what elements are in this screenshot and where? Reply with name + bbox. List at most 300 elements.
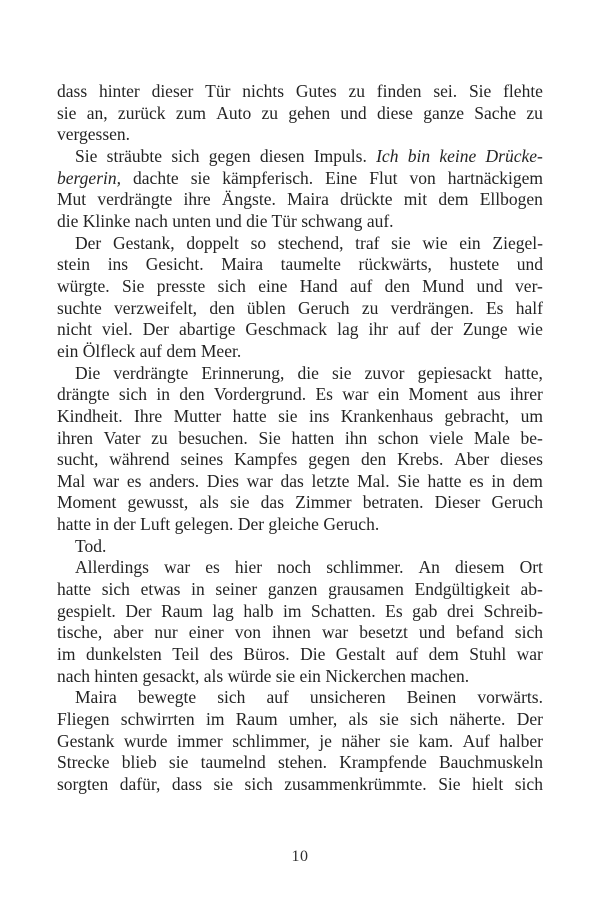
word: Es — [315, 384, 333, 405]
text-line — [57, 601, 543, 623]
word: Moment — [408, 384, 468, 405]
word: gepiesackt — [417, 362, 492, 383]
word: den — [179, 384, 205, 405]
word: ab- — [520, 579, 543, 600]
word: war — [163, 557, 191, 578]
word: ihren — [57, 427, 93, 448]
word: zusammenkrümmte. — [284, 774, 427, 794]
word: dachte — [133, 167, 179, 188]
word: viel. — [102, 319, 133, 340]
word: hinten — [94, 665, 139, 686]
word: sie — [57, 102, 77, 123]
word: sie — [168, 752, 189, 773]
text-line — [57, 752, 543, 774]
word: Tür — [205, 81, 231, 101]
word: anders. — [149, 470, 200, 491]
word: Flut — [369, 167, 398, 188]
word: auf — [395, 644, 419, 665]
text-line — [57, 644, 543, 666]
word: es — [205, 557, 220, 578]
word: als — [348, 709, 368, 730]
word: den — [209, 297, 235, 318]
word: sorgten — [57, 774, 109, 794]
text-line — [57, 146, 543, 168]
word: sich — [514, 774, 543, 794]
word: auf. — [366, 210, 394, 231]
word: zu — [151, 427, 168, 448]
text-line — [57, 536, 543, 558]
word: machen. — [410, 665, 470, 686]
word: hier — [234, 557, 263, 578]
word: Die — [300, 644, 326, 665]
text-line — [57, 709, 543, 731]
word: Erinnerung, — [201, 362, 285, 383]
word: ver- — [515, 275, 543, 296]
word: gegen — [208, 145, 251, 166]
word: viele — [429, 427, 464, 448]
word: sie — [391, 232, 411, 253]
word: grausamen — [328, 579, 404, 600]
word: letzte — [311, 470, 350, 491]
word: Eine — [325, 167, 358, 188]
word: wie — [422, 232, 448, 253]
word: Ängste. — [221, 189, 276, 210]
word: unten — [172, 210, 212, 231]
text-line — [57, 124, 543, 146]
text-line — [57, 103, 543, 125]
word: ein — [299, 665, 321, 686]
text-line — [57, 319, 543, 341]
word: so — [250, 232, 267, 253]
word: Tod. — [75, 535, 107, 556]
text-line — [57, 363, 543, 385]
word: zu — [361, 297, 379, 318]
word: mit — [403, 189, 428, 210]
word: die — [57, 210, 79, 231]
word: dieser — [151, 81, 194, 101]
word: stein — [57, 254, 91, 275]
word: Ziegel- — [492, 232, 543, 253]
word: Büros. — [243, 644, 290, 665]
word: und — [516, 254, 543, 275]
word: Dies — [206, 470, 239, 491]
text-line — [57, 384, 543, 406]
word: hatte — [427, 470, 462, 491]
word: Sache — [474, 102, 517, 123]
word: von — [409, 167, 436, 188]
word: Raum — [161, 600, 203, 621]
word: besetzt — [359, 622, 408, 643]
word: taumelnd — [200, 752, 266, 773]
word: in — [95, 514, 110, 535]
word: hielt — [472, 774, 504, 794]
word: betraten. — [362, 492, 424, 513]
text-line — [57, 492, 543, 514]
word: Bauchmuskeln — [438, 752, 543, 773]
word: sie — [230, 492, 250, 513]
word: drei — [446, 600, 475, 621]
word: ihnen — [272, 622, 311, 643]
word: wurde — [123, 730, 168, 751]
word: hatte — [57, 514, 92, 535]
word: und — [418, 622, 446, 643]
word: war — [92, 470, 120, 491]
text-line — [57, 406, 543, 428]
word: Gesicht. — [145, 254, 204, 275]
word: Luft — [140, 514, 171, 535]
word: Gestank, — [112, 232, 175, 253]
text-line — [57, 449, 543, 471]
word: gesackt, — [142, 665, 200, 686]
word: gebracht, — [444, 405, 510, 426]
word: Geruch — [298, 297, 350, 318]
word: Beinen — [406, 687, 457, 708]
word: Kampfes — [234, 449, 298, 470]
word: Impuls. — [313, 145, 367, 166]
word: Nickerchen — [325, 665, 406, 686]
word: sich — [217, 275, 246, 296]
word: hatte, — [504, 362, 543, 383]
word: gegen — [308, 449, 351, 470]
word: gab — [412, 600, 438, 621]
text-line — [57, 298, 543, 320]
word: Krebs. — [397, 449, 444, 470]
word: Stuhl — [469, 644, 507, 665]
word: sei. — [433, 81, 458, 101]
word: einer — [188, 622, 224, 643]
word: sie — [278, 405, 298, 426]
word: Krampfende — [339, 752, 427, 773]
word: es — [126, 470, 142, 491]
word: von — [234, 622, 262, 643]
word: des — [209, 644, 233, 665]
word: hinter — [98, 81, 140, 101]
word: abartige — [179, 319, 236, 340]
word: hartnäckigem — [447, 167, 543, 188]
word: Teil — [172, 644, 200, 665]
word: nach — [57, 665, 91, 686]
word: presste — [156, 275, 206, 296]
word: nichts — [242, 81, 285, 101]
word: drückte — [340, 189, 393, 210]
word: tische, — [57, 622, 103, 643]
text-line — [57, 774, 543, 796]
word: im — [205, 709, 225, 730]
word: würde — [227, 665, 272, 686]
word: ins — [107, 254, 129, 275]
word: die — [297, 362, 319, 383]
word: besuchen. — [178, 427, 248, 448]
text-line — [57, 514, 543, 536]
word: gespielt. — [57, 600, 116, 621]
word: üblen — [246, 297, 286, 318]
word: hustete — [449, 254, 500, 275]
word: bin — [407, 145, 431, 166]
word: ein — [377, 384, 400, 405]
word: dem — [438, 189, 469, 210]
word: in — [156, 384, 170, 405]
word: Die — [75, 362, 101, 383]
word: dem — [512, 470, 543, 491]
word: kam. — [418, 730, 454, 751]
word: unsicheren — [309, 687, 386, 708]
word: Mal. — [357, 470, 390, 491]
word: flehte — [503, 81, 543, 101]
word: würgte. — [57, 275, 110, 296]
word: verzweifelt, — [113, 297, 198, 318]
word: diesen — [259, 145, 305, 166]
word: gleiche — [268, 514, 319, 535]
word: während — [109, 449, 170, 470]
word: Der — [142, 319, 169, 340]
word: ihre — [183, 189, 211, 210]
word: gelegen. — [174, 514, 234, 535]
word: war — [246, 470, 273, 491]
word: der — [113, 514, 136, 535]
word: vorwärts. — [477, 687, 543, 708]
word: den — [360, 449, 387, 470]
word: Sie — [75, 145, 98, 166]
word: ihrer — [509, 384, 543, 405]
word: sich — [410, 709, 439, 730]
word: hatte — [232, 405, 267, 426]
word: auf — [398, 319, 421, 340]
word: Sie — [438, 774, 461, 794]
word: ins — [308, 405, 330, 426]
word: das — [280, 470, 304, 491]
word: dafür, — [119, 774, 161, 794]
word: und — [340, 102, 367, 123]
word: sie — [213, 774, 233, 794]
word: näherte. — [449, 709, 506, 730]
word: Zimmer — [295, 492, 352, 513]
page-number: 10 — [291, 848, 309, 865]
word: Klinke — [82, 210, 131, 231]
word: nur — [154, 622, 178, 643]
word: war — [342, 384, 369, 405]
text-line — [57, 233, 543, 255]
word: halber — [499, 730, 543, 751]
word: Es — [385, 600, 403, 621]
word: Raum — [235, 709, 278, 730]
text-line — [57, 557, 543, 579]
word: finden — [376, 81, 422, 101]
word: sich — [118, 384, 148, 405]
word: hatte — [57, 579, 92, 600]
word: ganzen — [267, 579, 318, 600]
word: dieses — [500, 449, 543, 470]
word: Auf — [462, 730, 490, 751]
word: gewusst, — [127, 492, 189, 513]
word: Hand — [299, 275, 338, 296]
word: schlimmer. — [326, 557, 404, 578]
word: dem — [166, 340, 197, 361]
word: sie — [379, 709, 399, 730]
word: in — [191, 579, 205, 600]
word: Mund — [422, 275, 465, 296]
word: Mut — [57, 189, 87, 210]
text-line — [57, 168, 543, 190]
text-line — [57, 731, 543, 753]
word: suchte — [57, 297, 102, 318]
word: sich — [217, 687, 246, 708]
word: zuvor — [364, 362, 405, 383]
word: Maira — [75, 687, 117, 708]
word: bewegte — [137, 687, 197, 708]
word: wie — [517, 319, 543, 340]
word: Schatten. — [310, 600, 376, 621]
word: Sie — [468, 81, 492, 101]
word: Ich — [376, 145, 399, 166]
word: Kindheit. — [57, 405, 123, 426]
word: den — [384, 275, 410, 296]
word: ihn — [344, 427, 368, 448]
word: Mutter — [173, 405, 222, 426]
text-line — [57, 276, 543, 298]
word: Der — [75, 232, 102, 253]
word: Maira — [287, 189, 329, 210]
word: diesem — [454, 557, 505, 578]
word: half — [515, 297, 543, 318]
word: und — [215, 210, 242, 231]
word: Endgültigkeit — [414, 579, 510, 600]
word: Sie — [122, 275, 145, 296]
word: diese — [376, 102, 413, 123]
word: doppelt — [186, 232, 239, 253]
word: der — [430, 319, 453, 340]
word: Mal — [57, 470, 86, 491]
word: Gestank — [57, 730, 115, 751]
word: An — [418, 557, 440, 578]
word: blieb — [121, 752, 157, 773]
word: sträubte — [106, 145, 163, 166]
word: als — [203, 665, 224, 686]
word: eine — [258, 275, 288, 296]
word: Geruch. — [323, 514, 380, 535]
word: Maira — [221, 254, 264, 275]
word: seines — [180, 449, 224, 470]
word: etwas — [140, 579, 181, 600]
word: hatten — [291, 427, 335, 448]
word: Strecke — [57, 752, 110, 773]
word: ein — [57, 340, 79, 361]
word: Geschmack — [245, 319, 328, 340]
word: sie — [389, 730, 410, 751]
word: Krankenhaus — [340, 405, 434, 426]
word: Gutes — [295, 81, 337, 101]
word: nach — [134, 210, 168, 231]
word: Zunge — [462, 319, 508, 340]
word: verdrängen. — [390, 297, 474, 318]
word: stechend, — [277, 232, 344, 253]
word: sie — [190, 167, 211, 188]
word: sich — [244, 774, 273, 794]
text-line — [57, 666, 543, 688]
word: als — [199, 492, 219, 513]
word: halb — [243, 600, 274, 621]
word: rückwärts, — [358, 254, 432, 275]
word: verdrängte — [97, 189, 173, 210]
word: Gestalt — [335, 644, 386, 665]
word: immer — [177, 730, 223, 751]
word: befand — [456, 622, 504, 643]
word: Sie — [258, 427, 281, 448]
word: Auto — [216, 102, 252, 123]
word: zu — [261, 102, 279, 123]
word: aber — [113, 622, 144, 643]
word: sie — [332, 362, 352, 383]
word: im — [57, 644, 76, 665]
word: noch — [277, 557, 312, 578]
word: zum — [175, 102, 206, 123]
word: Der — [125, 600, 152, 621]
word: schwang — [301, 210, 363, 231]
word: dunkelsten — [85, 644, 162, 665]
word: war — [321, 622, 349, 643]
word: auf — [266, 687, 289, 708]
word: Ihre — [134, 405, 163, 426]
word: stehen. — [277, 752, 328, 773]
text-line — [57, 341, 543, 363]
word: schwirrten — [120, 709, 195, 730]
text-line — [57, 189, 543, 211]
text-line — [57, 471, 543, 493]
word: Fliegen — [57, 709, 110, 730]
word: zu — [348, 81, 365, 101]
word: ihr — [368, 319, 388, 340]
word: sich — [171, 145, 200, 166]
word: Dieser — [434, 492, 481, 513]
word: verdrängte — [113, 362, 189, 383]
word: Male — [473, 427, 510, 448]
word: seiner — [215, 579, 258, 600]
word: Moment — [57, 492, 117, 513]
word: und — [476, 275, 503, 296]
text-line — [57, 81, 543, 103]
word: Drücke- — [485, 145, 543, 166]
text-line — [57, 254, 543, 276]
word: es — [469, 470, 484, 491]
word: Vater — [103, 427, 141, 448]
text-line — [57, 211, 543, 233]
word: schlimmer, — [232, 730, 310, 751]
word: dem — [428, 644, 459, 665]
word: Aber — [454, 449, 490, 470]
word: Tür — [271, 210, 297, 231]
word: keine — [439, 145, 477, 166]
word: Ölfleck — [82, 340, 136, 361]
text-line — [57, 622, 543, 644]
word: aus — [477, 384, 501, 405]
text-block — [57, 81, 543, 796]
word: sucht, — [57, 449, 99, 470]
word: lag — [212, 600, 234, 621]
word: an, — [86, 102, 108, 123]
word: Vordergrund. — [213, 384, 307, 405]
word: im — [282, 600, 302, 621]
word: kämpferisch. — [222, 167, 314, 188]
word: ganze — [423, 102, 465, 123]
word: je — [319, 730, 332, 751]
word: war — [516, 644, 543, 665]
word: gehen — [288, 102, 331, 123]
word: Es — [485, 297, 504, 318]
word: zu — [526, 102, 543, 123]
word: sich — [101, 579, 130, 600]
word: Ellbogen — [479, 189, 543, 210]
word: sich — [514, 622, 543, 643]
text-line — [57, 579, 543, 601]
